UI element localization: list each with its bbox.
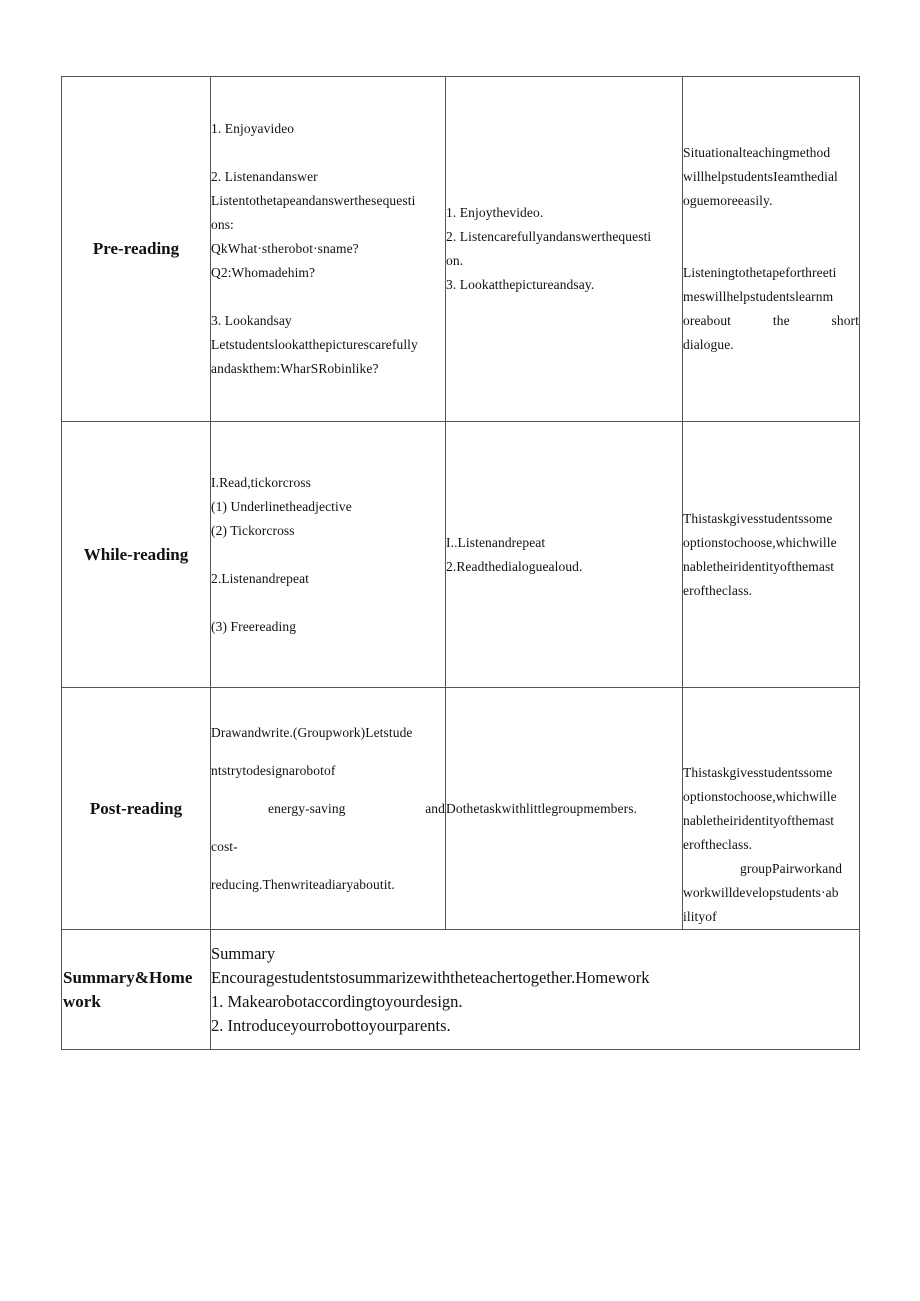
summary-line: Summary: [211, 943, 276, 963]
activity-line: reducing.Thenwriteadiaryaboutit.: [211, 876, 395, 892]
lesson-plan-table: [61, 76, 860, 1050]
stage-label-line: Summary&Home: [63, 967, 193, 987]
while-reading-student-activities: [446, 422, 683, 688]
pre-reading-purpose: [683, 77, 860, 422]
purpose-line: nabletheiridentityofthemast: [683, 558, 835, 574]
student-line: 1. Enjoythevideo.: [446, 205, 544, 220]
stage-label-line: work: [63, 991, 101, 1011]
student-line: 2. Listencarefullyandanswerthequesti: [446, 229, 652, 244]
stage-summary-homework: [62, 930, 211, 1050]
student-line: I..Listenandrepeat: [446, 534, 546, 550]
row-pre-reading: [62, 77, 860, 422]
stage-post-reading: Post-reading: [62, 688, 211, 930]
while-reading-purpose: [683, 422, 860, 688]
student-line: Dothetaskwithlittlegroupmembers.: [446, 800, 638, 816]
row-summary-homework: [62, 930, 860, 1050]
purpose-line: meswillhelpstudentslearnm: [683, 289, 834, 304]
post-reading-student-activities: [446, 688, 683, 930]
student-line: 2.Readthedialoguealoud.: [446, 558, 583, 574]
summary-homework-content: [211, 930, 860, 1050]
student-line: on.: [446, 253, 464, 268]
activity-line: (3) Freereading: [211, 618, 297, 634]
purpose-line: dialogue.: [683, 337, 734, 352]
purpose-line: oguemoreeasily.: [683, 193, 773, 208]
activity-line: I.Read,tickorcross: [211, 474, 312, 490]
purpose-line: workwilldevelopstudents·ab: [683, 885, 839, 900]
purpose-line: oreabout the short: [683, 313, 859, 328]
purpose-line: Situationalteachingmethod: [683, 145, 831, 160]
activity-line: 3. Lookandsay: [211, 313, 292, 328]
purpose-line: nabletheiridentityofthemast: [683, 813, 835, 828]
pre-reading-student-activities: [446, 77, 683, 422]
purpose-line: eroftheclass.: [683, 582, 753, 598]
post-reading-purpose: [683, 688, 860, 930]
activity-line: Letstudentslookatthepicturescarefully: [211, 337, 418, 352]
row-post-reading: [62, 688, 860, 930]
activity-line: ntstrytodesignarobotof: [211, 762, 336, 778]
pre-reading-activities: [211, 77, 446, 422]
purpose-line: optionstochoose,whichwille: [683, 534, 837, 550]
purpose-line: Thistaskgivesstudentssome: [683, 765, 833, 780]
purpose-line: Thistaskgivesstudentssome: [683, 510, 833, 526]
activity-line: Q2:Whomadehim?: [211, 265, 316, 280]
summary-line: 1. Makearobotaccordingtoyourdesign.: [211, 991, 463, 1011]
activity-line: Listentothetapeandanswerthesequesti: [211, 193, 416, 208]
row-while-reading: [62, 422, 860, 688]
activity-line: (1) Underlinetheadjective: [211, 498, 352, 514]
activity-line: (2) Tickorcross: [211, 522, 295, 538]
purpose-line: Listeningtothetapeforthreeti: [683, 265, 837, 280]
purpose-line: optionstochoose,whichwille: [683, 789, 837, 804]
summary-line: Encouragestudentstosummarizewiththeteachertogether.Homework: [211, 967, 650, 987]
purpose-line: ilityof: [683, 909, 717, 924]
purpose-line: groupPairworkand: [740, 861, 843, 876]
activity-line: ons:: [211, 217, 234, 232]
summary-line: 2. Introduceyourrobottoyourparents.: [211, 1015, 451, 1035]
post-reading-activities: [211, 688, 446, 930]
purpose-line: willhelpstudentsIeamthedial: [683, 169, 838, 184]
activity-line: QkWhat·stherobot·sname?: [211, 241, 359, 256]
activity-line: andaskthem:WharSRobinlike?: [211, 361, 379, 376]
activity-line: cost-: [211, 838, 238, 854]
stage-while-reading: While-reading: [62, 422, 211, 688]
activity-line: 1. Enjoyavideo: [211, 121, 295, 136]
activity-line: Drawandwrite.(Groupwork)Letstude: [211, 724, 413, 740]
student-line: 3. Lookatthepictureandsay.: [446, 277, 595, 292]
activity-line: energy-saving and: [268, 800, 445, 816]
purpose-line: eroftheclass.: [683, 837, 753, 852]
while-reading-activities: [211, 422, 446, 688]
stage-pre-reading: Pre-reading: [62, 77, 211, 422]
activity-line: 2.Listenandrepeat: [211, 570, 310, 586]
activity-line: 2. Listenandanswer: [211, 169, 318, 184]
